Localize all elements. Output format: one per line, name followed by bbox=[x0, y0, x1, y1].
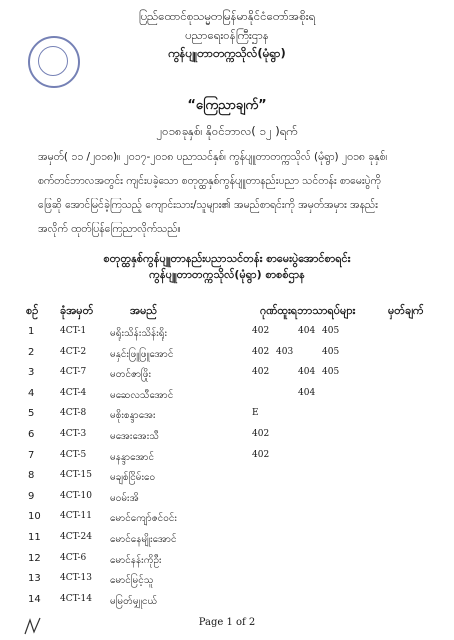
distinction-405: 405 bbox=[322, 346, 340, 357]
table-row bbox=[0, 408, 454, 424]
document-title: “ကြေညာချက်” bbox=[187, 98, 267, 113]
roll-number: 4CT-7 bbox=[60, 367, 87, 378]
table-row bbox=[0, 470, 454, 486]
student-name: မမြတ်မျှုငယ် bbox=[110, 595, 158, 607]
table-row bbox=[0, 326, 454, 342]
document-date: ၂၀၁၈ခုနှစ်၊ နိုဝင်ဘာလ( ၁၂ )ရက် bbox=[156, 124, 298, 138]
roll-number: 4CT-2 bbox=[60, 346, 87, 357]
row-number: 1 bbox=[28, 326, 35, 337]
distinction-402: 402 bbox=[252, 346, 270, 357]
distinction-402: 402 bbox=[252, 367, 270, 378]
student-name: မောင်နေမျိုးအောင် bbox=[110, 534, 177, 545]
row-number: 13 bbox=[28, 573, 41, 585]
distinction-404: 404 bbox=[298, 387, 316, 398]
distinction-404: 404 bbox=[298, 326, 316, 336]
header-remarks: မှတ်ချက် bbox=[388, 304, 424, 317]
header-university: ကွန်ပျူတာတက္ကသိုလ်(မုံရွာ) bbox=[168, 46, 286, 60]
row-number: 11 bbox=[28, 532, 41, 543]
row-number: 6 bbox=[28, 429, 35, 440]
row-number: 12 bbox=[28, 552, 41, 564]
list-subtitle: ကွန်ပျူတာတက္ကသိုလ်(မုံရွာ) စာစစ်ဌာန bbox=[149, 268, 305, 281]
paragraph-line-2: စက်တင်ဘာလအတွင်း ကျင်းပခဲ့သော စတုတ္ထနှစ်ကွန်ပျူတာနည်းပညာ သင်တန်း စာမေးပွဲကို bbox=[38, 175, 381, 187]
row-number: 2 bbox=[28, 346, 35, 358]
student-name: မတင်ဇာဖြိုး bbox=[110, 369, 151, 381]
roll-number: 4CT-8 bbox=[60, 408, 87, 419]
roll-number: 4CT-5 bbox=[60, 449, 87, 460]
distinction-402: E bbox=[252, 408, 259, 419]
table-row bbox=[0, 347, 454, 363]
table-row bbox=[0, 367, 454, 383]
distinction-402: 402 bbox=[252, 326, 270, 336]
row-number: 5 bbox=[28, 408, 35, 420]
roll-number: 4CT-3 bbox=[60, 429, 87, 439]
student-name: မောင်ကျော်ဇင်ဝင်း bbox=[110, 513, 177, 525]
handwritten-mark-icon bbox=[22, 614, 46, 638]
distinction-405: 405 bbox=[322, 367, 340, 378]
roll-number: 4CT-13 bbox=[60, 573, 92, 584]
header-government: ပြည်ထောင်စုသမ္မတမြန်မာနိုင်ငံတော်အစိုးရ bbox=[138, 9, 316, 23]
student-name: မဆေလသီအောင် bbox=[110, 389, 174, 401]
roll-number: 4CT-14 bbox=[60, 593, 92, 604]
table-row bbox=[0, 491, 454, 507]
header-no: စဉ် bbox=[26, 304, 39, 317]
table-row bbox=[0, 511, 454, 527]
header-roll: ခုံအမှတ် bbox=[60, 304, 94, 317]
roll-number: 4CT-4 bbox=[60, 387, 87, 398]
roll-number: 4CT-24 bbox=[60, 532, 92, 542]
table-row bbox=[0, 450, 454, 466]
paragraph-line-4: အလိုက် ထုတ်ပြန်ကြေညာလိုက်သည်။ bbox=[38, 223, 181, 235]
student-name: မနန္ဒာအောင် bbox=[110, 451, 155, 463]
official-seal-icon bbox=[28, 36, 80, 88]
table-row bbox=[0, 429, 454, 445]
distinction-405: 405 bbox=[322, 326, 340, 336]
student-name: မောင်နန်းကိုဦး bbox=[110, 554, 162, 566]
paragraph-line-1: အမှတ်( ၁၁ /၂၀၁၈)။ ၂၀၁၇-၂၀၁၈ ပညာသင်နှစ်၊ ကွန်ပျူတာတက္ကသိုလ် (မုံရွာ) ၂၀၁၈ ခုနှစ်၊ bbox=[38, 151, 388, 163]
page-number: Page 1 of 2 bbox=[198, 617, 256, 628]
distinction-402: 402 bbox=[252, 449, 270, 460]
row-number: 9 bbox=[28, 490, 35, 502]
header-distinctions: ဂုဏ်ထူးရဘာသာရပ်များ bbox=[260, 304, 356, 317]
student-name: မစိုးစန္ဒာအေး bbox=[110, 410, 156, 422]
table-row bbox=[0, 388, 454, 404]
roll-number: 4CT-15 bbox=[60, 470, 92, 481]
row-number: 14 bbox=[28, 593, 41, 605]
distinction-402: 402 bbox=[252, 429, 270, 439]
table-row bbox=[0, 553, 454, 569]
header-ministry: ပညာရေးဝန်ကြီးဌာန bbox=[185, 28, 269, 42]
student-name: မချစ်ငြိမ်းဝေ bbox=[110, 472, 156, 484]
student-name: မဝမ်းအိ bbox=[110, 492, 139, 504]
table-row bbox=[0, 532, 454, 548]
table-row bbox=[0, 573, 454, 589]
row-number: 7 bbox=[28, 449, 35, 461]
paragraph-line-3: ဖြေဆို အောင်မြင်ခဲ့ကြသည့် ကျောင်းသား/သူများ၏ အမည်စာရင်းကို အမှတ်အမှား အနည်း bbox=[38, 199, 378, 211]
row-number: 3 bbox=[28, 367, 35, 379]
row-number: 4 bbox=[28, 387, 35, 399]
student-name: မရိုးသိန်းသိန်းရိုး bbox=[110, 328, 168, 339]
distinction-404: 404 bbox=[298, 367, 316, 378]
row-number: 8 bbox=[28, 470, 35, 482]
student-name: မနှင်းဖြူဖြူအောင် bbox=[110, 348, 174, 360]
table-row bbox=[0, 594, 454, 610]
student-name: မအေးအေးသီ bbox=[110, 431, 159, 442]
row-number: 10 bbox=[28, 511, 41, 523]
list-title: စတုတ္ထနှစ်ကွန်ပျူတာနည်းပညာသင်တန်း စာမေးပွဲအောင်စာရင်း bbox=[103, 252, 351, 265]
roll-number: 4CT-1 bbox=[60, 326, 87, 336]
roll-number: 4CT-10 bbox=[60, 490, 92, 501]
roll-number: 4CT-6 bbox=[60, 552, 87, 563]
table-header bbox=[0, 304, 454, 320]
distinction-403: 403 bbox=[276, 346, 294, 357]
header-name: အမည် bbox=[130, 304, 158, 317]
student-name: မောင်မြင့်သူ bbox=[110, 575, 154, 587]
roll-number: 4CT-11 bbox=[60, 511, 92, 522]
